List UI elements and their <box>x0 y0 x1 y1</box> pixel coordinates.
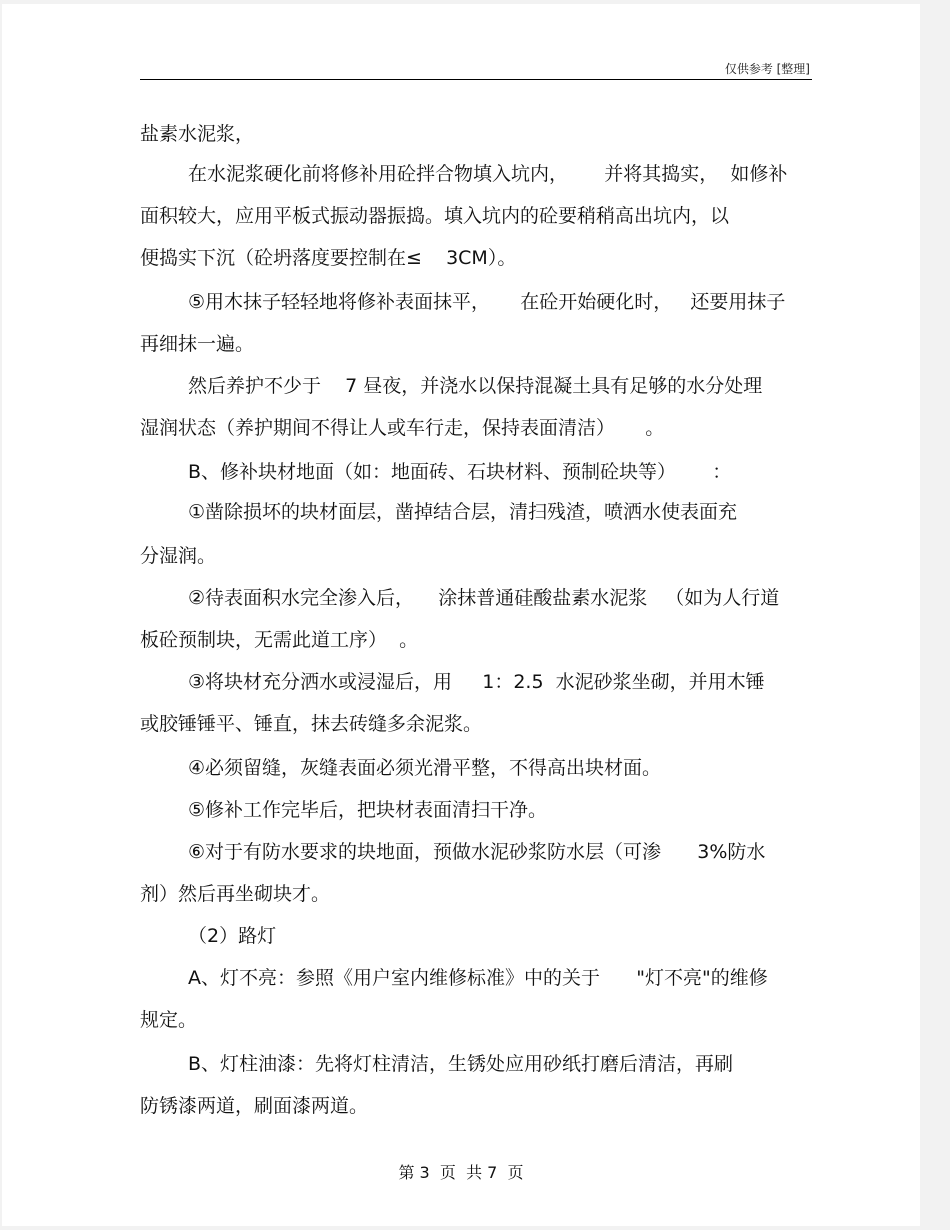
body-line: 分湿润。 <box>140 545 217 567</box>
page-footer: 第 3 页 共 7 页 <box>398 1163 524 1182</box>
body-line: ①凿除损坏的块材面层，凿掉结合层，清扫残渣，喷洒水使表面充 <box>188 501 738 523</box>
header-text: 仅供参考 [整理] <box>724 62 810 76</box>
body-line: ②待表面积水完全渗入后， 涂抹普通硅酸盐素水泥浆 （如为人行道 <box>188 587 780 609</box>
body-line: 然后养护不少于 7 昼夜，并浇水以保持混凝土具有足够的水分处理 <box>188 375 763 397</box>
body-line: 防锈漆两道，刷面漆两道。 <box>140 1095 369 1117</box>
header-rule <box>140 79 812 80</box>
body-line: ⑥对于有防水要求的块地面，预做水泥砂浆防水层（可渗 3%防水 <box>188 841 766 863</box>
body-line: 面积较大，应用平板式振动器振捣。填入坑内的砼要稍稍高出坑内，以 <box>140 205 730 227</box>
body-line: B、修补块材地面（如：地面砖、石块材料、预制砼块等） ： <box>188 461 732 483</box>
body-line: 再细抹一遍。 <box>140 333 255 355</box>
body-line: 湿润状态（养护期间不得让人或车行走，保持表面清洁） 。 <box>140 417 665 439</box>
body-line: 板砼预制块，无需此道工序） 。 <box>140 629 419 651</box>
body-line: 规定。 <box>140 1009 198 1031</box>
body-line: A、灯不亮：参照《用户室内维修标准》中的关于 "灯不亮"的维修 <box>188 967 768 989</box>
body-line: ⑤用木抹子轻轻地将修补表面抹平， 在砼开始硬化时， 还要用抹子 <box>188 291 786 313</box>
body-line: 或胶锤锤平、锤直，抹去砖缝多余泥浆。 <box>140 713 483 735</box>
body-line: 盐素水泥浆， <box>140 123 255 145</box>
body-line: 剂）然后再坐砌块才。 <box>140 883 331 905</box>
document-page <box>2 4 920 1226</box>
body-line: ③将块材充分洒水或浸湿后，用 1：2.5 水泥砂浆坐砌，并用木锤 <box>188 671 765 693</box>
body-line: ⑤修补工作完毕后，把块材表面清扫干净。 <box>188 799 548 821</box>
body-line: B、灯柱油漆：先将灯柱清洁，生锈处应用砂纸打磨后清洁，再刷 <box>188 1053 734 1075</box>
body-line: 在水泥浆硬化前将修补用砼拌合物填入坑内， 并将其捣实， 如修补 <box>188 163 788 185</box>
body-line: 便捣实下沉（砼坍落度要控制在≤ 3CM）。 <box>140 247 517 269</box>
body-line: （2）路灯 <box>188 925 277 947</box>
body-line: ④必须留缝，灰缝表面必须光滑平整，不得高出块材面。 <box>188 757 662 779</box>
